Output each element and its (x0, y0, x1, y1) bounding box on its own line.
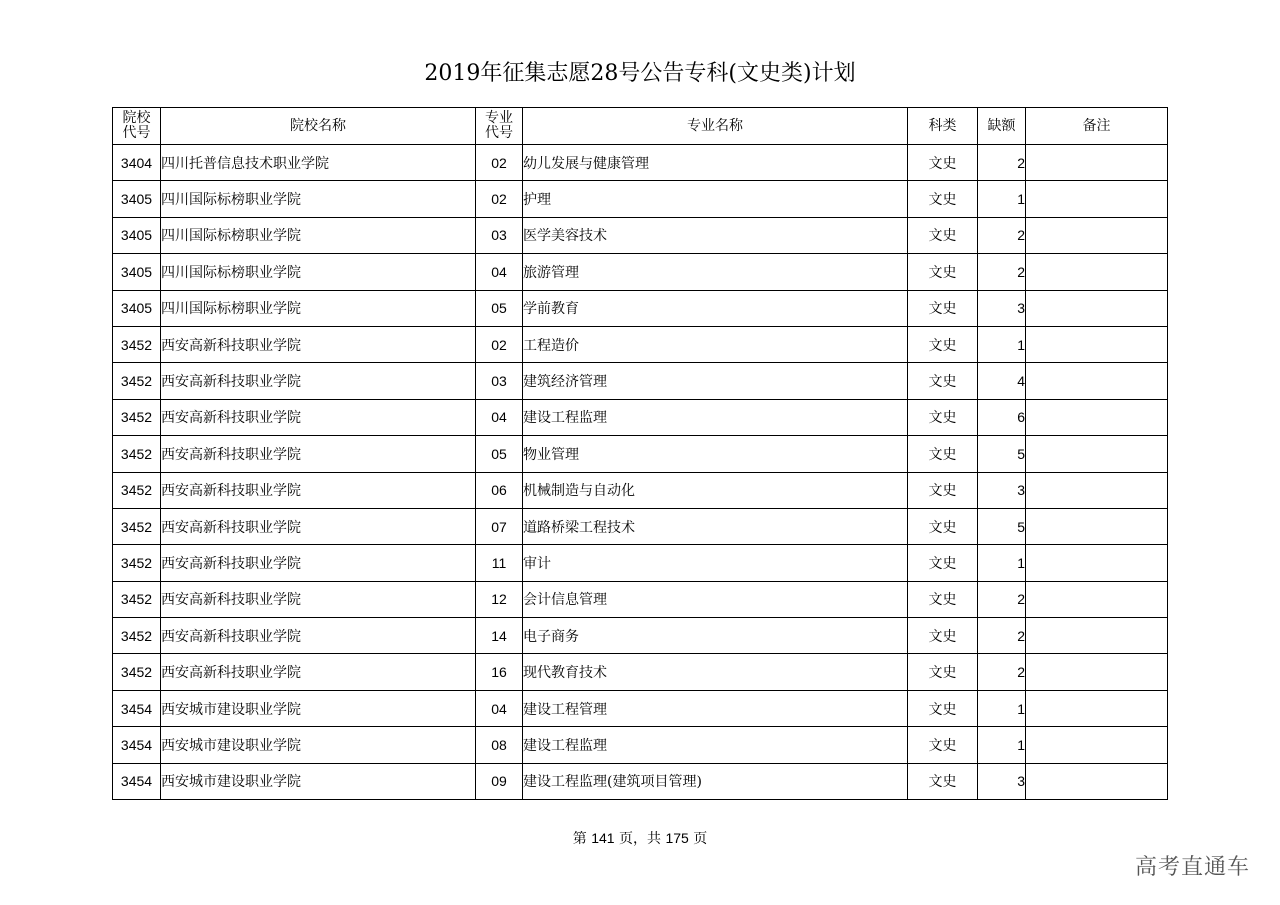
cell-school-name: 西安城市建设职业学院 (161, 690, 476, 726)
cell-school-name: 西安高新科技职业学院 (161, 436, 476, 472)
header-vacancies: 缺额 (978, 108, 1026, 145)
cell-vacancies: 5 (978, 508, 1026, 544)
cell-major-name: 现代教育技术 (523, 654, 908, 690)
table-row (113, 399, 1168, 435)
cell-school-name: 四川国际标榜职业学院 (161, 217, 476, 253)
cell-vacancies: 2 (978, 654, 1026, 690)
cell-remarks (1026, 363, 1168, 399)
cell-remarks (1026, 618, 1168, 654)
cell-major-name: 建筑经济管理 (523, 363, 908, 399)
header-school-name: 院校名称 (161, 108, 476, 145)
cell-major-code: 11 (476, 545, 523, 581)
table-row (113, 436, 1168, 472)
cell-category: 文史 (908, 217, 978, 253)
table-row (113, 690, 1168, 726)
table-row (113, 181, 1168, 217)
cell-vacancies: 2 (978, 217, 1026, 253)
cell-vacancies: 1 (978, 690, 1026, 726)
table-row (113, 654, 1168, 690)
cell-major-code: 02 (476, 326, 523, 362)
watermark-text: 高考直通车 (1134, 855, 1250, 880)
cell-vacancies: 2 (978, 145, 1026, 181)
cell-major-code: 02 (476, 181, 523, 217)
cell-school-code: 3454 (113, 763, 161, 799)
cell-vacancies: 3 (978, 290, 1026, 326)
cell-major-name: 医学美容技术 (523, 217, 908, 253)
current-page-number: 141 (591, 830, 615, 846)
cell-remarks (1026, 181, 1168, 217)
table-row (113, 290, 1168, 326)
cell-vacancies: 3 (978, 763, 1026, 799)
cell-school-name: 西安高新科技职业学院 (161, 618, 476, 654)
cell-major-name: 审计 (523, 545, 908, 581)
header-row (113, 108, 1168, 145)
table-row (113, 472, 1168, 508)
cell-remarks (1026, 763, 1168, 799)
cell-school-code: 3405 (113, 217, 161, 253)
cell-remarks (1026, 436, 1168, 472)
cell-major-name: 学前教育 (523, 290, 908, 326)
cell-remarks (1026, 508, 1168, 544)
cell-school-name: 西安高新科技职业学院 (161, 326, 476, 362)
cell-school-code: 3405 (113, 254, 161, 290)
cell-vacancies: 1 (978, 181, 1026, 217)
cell-major-name: 工程造价 (523, 326, 908, 362)
cell-major-code: 08 (476, 727, 523, 763)
table-row (113, 618, 1168, 654)
header-remarks: 备注 (1026, 108, 1168, 145)
cell-remarks (1026, 326, 1168, 362)
cell-school-code: 3452 (113, 545, 161, 581)
cell-major-name: 建设工程监理(建筑项目管理) (523, 763, 908, 799)
cell-major-code: 07 (476, 508, 523, 544)
cell-school-name: 西安高新科技职业学院 (161, 545, 476, 581)
cell-category: 文史 (908, 763, 978, 799)
table-row (113, 217, 1168, 253)
table-row (113, 363, 1168, 399)
cell-category: 文史 (908, 145, 978, 181)
cell-vacancies: 1 (978, 545, 1026, 581)
cell-school-name: 西安高新科技职业学院 (161, 581, 476, 617)
page-footer (0, 827, 1280, 850)
cell-school-code: 3452 (113, 654, 161, 690)
cell-remarks (1026, 581, 1168, 617)
cell-category: 文史 (908, 581, 978, 617)
cell-school-name: 西安高新科技职业学院 (161, 363, 476, 399)
cell-category: 文史 (908, 690, 978, 726)
cell-category: 文史 (908, 181, 978, 217)
cell-category: 文史 (908, 436, 978, 472)
cell-remarks (1026, 290, 1168, 326)
cell-school-name: 四川国际标榜职业学院 (161, 254, 476, 290)
cell-major-name: 护理 (523, 181, 908, 217)
cell-remarks (1026, 654, 1168, 690)
cell-major-code: 04 (476, 690, 523, 726)
cell-major-name: 道路桥梁工程技术 (523, 508, 908, 544)
header-major-name: 专业名称 (523, 108, 908, 145)
cell-major-code: 16 (476, 654, 523, 690)
cell-school-name: 西安高新科技职业学院 (161, 399, 476, 435)
cell-vacancies: 3 (978, 472, 1026, 508)
cell-school-name: 四川国际标榜职业学院 (161, 181, 476, 217)
cell-major-name: 物业管理 (523, 436, 908, 472)
cell-school-code: 3452 (113, 618, 161, 654)
cell-major-name: 旅游管理 (523, 254, 908, 290)
cell-vacancies: 2 (978, 581, 1026, 617)
cell-category: 文史 (908, 363, 978, 399)
table-row (113, 763, 1168, 799)
cell-remarks (1026, 690, 1168, 726)
footer-suffix: 页 (688, 831, 708, 847)
cell-category: 文史 (908, 727, 978, 763)
footer-middle: 页，共 (614, 831, 666, 847)
total-pages-number: 175 (665, 830, 689, 846)
cell-category: 文史 (908, 545, 978, 581)
header-category: 科类 (908, 108, 978, 145)
cell-remarks (1026, 727, 1168, 763)
cell-vacancies: 1 (978, 727, 1026, 763)
cell-major-code: 03 (476, 217, 523, 253)
cell-major-code: 14 (476, 618, 523, 654)
cell-major-name: 建设工程监理 (523, 727, 908, 763)
cell-remarks (1026, 545, 1168, 581)
cell-major-code: 03 (476, 363, 523, 399)
cell-major-name: 建设工程管理 (523, 690, 908, 726)
cell-major-name: 会计信息管理 (523, 581, 908, 617)
cell-major-name: 机械制造与自动化 (523, 472, 908, 508)
cell-vacancies: 2 (978, 618, 1026, 654)
cell-major-code: 06 (476, 472, 523, 508)
cell-school-code: 3454 (113, 727, 161, 763)
cell-major-code: 09 (476, 763, 523, 799)
enrollment-plan-table (112, 107, 1168, 800)
cell-school-code: 3452 (113, 436, 161, 472)
cell-major-code: 12 (476, 581, 523, 617)
cell-school-code: 3452 (113, 472, 161, 508)
header-school-code: 院校 代号 (113, 108, 161, 145)
table-row (113, 545, 1168, 581)
cell-school-name: 西安城市建设职业学院 (161, 763, 476, 799)
cell-school-code: 3452 (113, 363, 161, 399)
cell-school-name: 西安高新科技职业学院 (161, 654, 476, 690)
cell-category: 文史 (908, 290, 978, 326)
cell-remarks (1026, 472, 1168, 508)
footer-prefix: 第 (572, 831, 592, 847)
cell-category: 文史 (908, 399, 978, 435)
cell-school-code: 3404 (113, 145, 161, 181)
cell-school-name: 西安城市建设职业学院 (161, 727, 476, 763)
cell-major-code: 05 (476, 290, 523, 326)
cell-category: 文史 (908, 472, 978, 508)
cell-school-code: 3452 (113, 326, 161, 362)
cell-remarks (1026, 399, 1168, 435)
cell-remarks (1026, 217, 1168, 253)
cell-remarks (1026, 145, 1168, 181)
cell-major-code: 02 (476, 145, 523, 181)
cell-category: 文史 (908, 618, 978, 654)
cell-major-code: 05 (476, 436, 523, 472)
table-row (113, 581, 1168, 617)
header-major-code: 专业 代号 (476, 108, 523, 145)
table-row (113, 727, 1168, 763)
cell-school-code: 3454 (113, 690, 161, 726)
cell-school-name: 西安高新科技职业学院 (161, 472, 476, 508)
cell-school-name: 西安高新科技职业学院 (161, 508, 476, 544)
cell-major-name: 建设工程监理 (523, 399, 908, 435)
cell-major-name: 幼儿发展与健康管理 (523, 145, 908, 181)
cell-school-code: 3405 (113, 290, 161, 326)
table-row (113, 145, 1168, 181)
cell-category: 文史 (908, 654, 978, 690)
table-row (113, 326, 1168, 362)
cell-school-name: 四川托普信息技术职业学院 (161, 145, 476, 181)
page-title: 2019年征集志愿28号公告专科(文史类)计划 (424, 61, 856, 86)
cell-vacancies: 6 (978, 399, 1026, 435)
cell-vacancies: 5 (978, 436, 1026, 472)
cell-remarks (1026, 254, 1168, 290)
cell-category: 文史 (908, 326, 978, 362)
cell-school-code: 3452 (113, 399, 161, 435)
cell-major-code: 04 (476, 254, 523, 290)
cell-school-code: 3452 (113, 581, 161, 617)
cell-category: 文史 (908, 254, 978, 290)
cell-vacancies: 1 (978, 326, 1026, 362)
table-row (113, 254, 1168, 290)
cell-major-code: 04 (476, 399, 523, 435)
cell-school-name: 四川国际标榜职业学院 (161, 290, 476, 326)
cell-school-code: 3452 (113, 508, 161, 544)
cell-major-name: 电子商务 (523, 618, 908, 654)
cell-vacancies: 2 (978, 254, 1026, 290)
table-row (113, 508, 1168, 544)
cell-vacancies: 4 (978, 363, 1026, 399)
cell-school-code: 3405 (113, 181, 161, 217)
cell-category: 文史 (908, 508, 978, 544)
